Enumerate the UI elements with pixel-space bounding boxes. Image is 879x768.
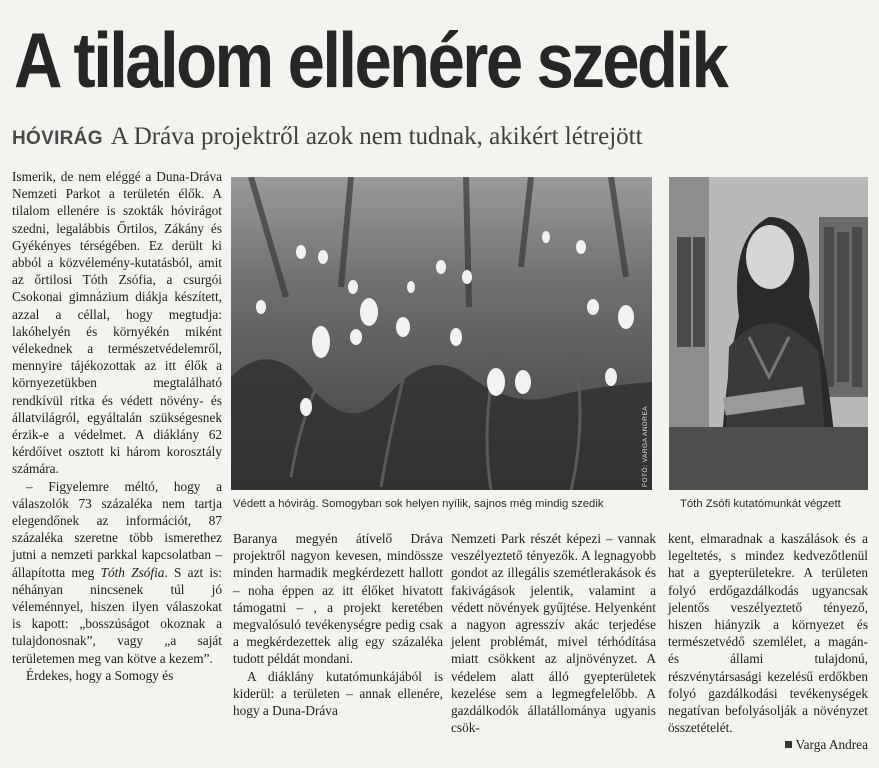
byline-square-icon (785, 741, 792, 748)
article-column-1 (12, 168, 222, 684)
snowdrop-forest-icon (231, 177, 652, 490)
paragraph: Nemzeti Park részét képezi – vannak veszélyeztető tényezők. A legnagyobb gondot az illegális szemétlerakások és fakivágások jelentik, valamint a védett növények gyűjtése. Helyenként a nagyon agresszív akác terjedése jelent problémát, mivel térhódítása miatt csökkent az aljnövényzet. A védelem alatt álló gyepterületek kezelése sem a legmegfelelőbb. A gazdálkodók állatállománya ugyanis csök- (451, 531, 656, 736)
paragraph: Ismerik, de nem eléggé a Duna-Dráva Nemzeti Parkot a területén élők. A tilalom ellenére is szokták hóvirágot szedni, legalábbis Őrtilos, Zákány és Gyékényes térségében. Ez derült ki abból a közvélemény-kutatásból, amit az őrtilosi Tóth Zsófia, a csurgói Csokonai gimnázium diákja készített, azzal a céllal, hogy megtudja: lakóhelyén és környékén miként vélekednek a természetvédelemről, mennyire tájékozottak az itt élők a környezetükben megtalálható rendkívül ritka és védett növény- és állatvilágról, egyáltalán szükségesnek érzik-e a védelmet. A diáklány 62 kérdőívet osztott ki három korosztály számára. (12, 169, 222, 477)
kicker-label: HÓVIRÁG (12, 128, 103, 149)
article-column-4 (668, 530, 868, 754)
paragraph: – Figyelemre méltó, hogy a válaszolók 73 százaléka nem tartja elegendőnek az információt, 87 százaléka szeretne több ismerethez jutni a nemzeti parkkal kapcsolatban – állapította meg Tóth Zsófia. S azt is: néhányan nincsenek túl jó véleménnyel, hiszen ilyen válaszokat is kapott: „bosszúságot okoznak a tulajdonosnak”, vagy „a saját területemen meg van kötve a kezem”. (12, 478, 222, 666)
photo-credit: FOTÓ: VARGA ANDREA (642, 405, 649, 487)
portrait-photo-caption: Tóth Zsófi kutatómunkát végzett (680, 498, 841, 510)
article-column-3 (451, 530, 656, 736)
snowdrop-photo-caption: Védett a hóvirág. Somogyban sok helyen nyílik, sajnos még mindig szedik (233, 498, 604, 510)
paragraph: Baranya megyén átívelő Dráva projektről nagyon kevesen, mindössze minden harmadik megkérdezett hallott – noha éppen az itt élőket hivatott támogatni – , a projekt keretében megvalósuló tevékenységre pedig csak a megkérdezettek alig egy százaléka tudott példát mondani. (233, 531, 443, 667)
subtitle: A Dráva projektről azok nem tudnak, akikért létrejött (110, 123, 643, 150)
student-portrait-icon (669, 177, 868, 490)
subheadline (12, 123, 872, 157)
paragraph: A diáklány kutatómunkájából is kiderül: a területen – annak ellenére, hogy a Duna-Dráva (233, 668, 443, 719)
byline: Varga Andrea (668, 736, 868, 753)
emphasized-name: Tóth Zsófia (100, 564, 165, 580)
paragraph: Érdekes, hogy a Somogy és (26, 667, 174, 683)
portrait-photo (669, 177, 868, 490)
paragraph: kent, elmaradnak a kaszálások és a legeltetés, s mindez kedvezőtlenül hat a gyepterületekre. A területen folyó erdőgazdálkodás ugyancsak jelentős veszélyeztető tényező, hiszen hiányzik a környezet és természetvédő szemlélet, a magán- és állami tulajdonú, részvénytársasági kezelésű erdőkben folyó gazdálkodási tevékenységek negatívan befolyásolják a növényzet összetételét. (668, 531, 868, 736)
article-column-2 (233, 530, 443, 719)
snowdrop-photo (231, 177, 652, 490)
headline: A tilalom ellenére szedik (14, 16, 727, 104)
